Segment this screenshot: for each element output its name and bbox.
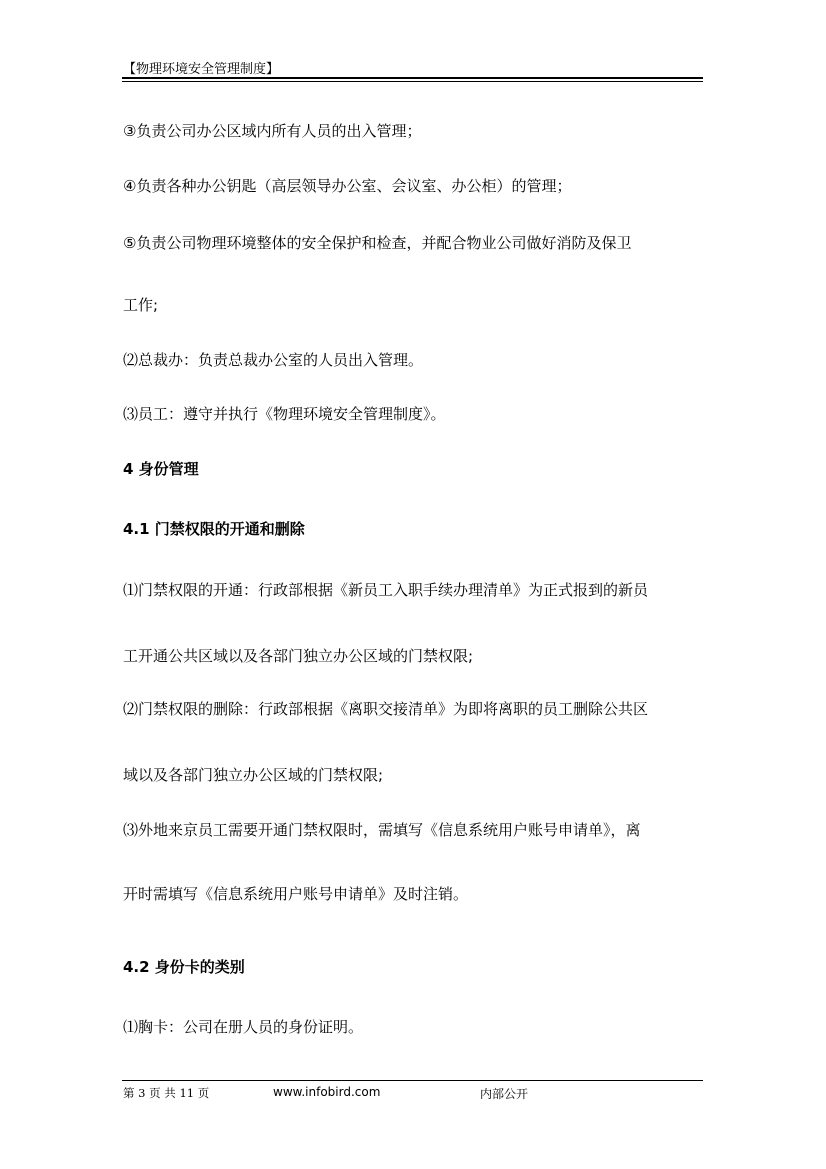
paragraph: ⑤负责公司物理环境整体的安全保护和检查，并配合物业公司做好消防及保卫	[123, 234, 632, 252]
paragraph: 域以及各部门独立办公区域的门禁权限;	[123, 766, 384, 784]
paragraph: ⑴门禁权限的开通：行政部根据《新员工入职手续办理清单》为正式报到的新员	[123, 581, 649, 599]
header-rule-thick	[122, 77, 703, 79]
paragraph: ④负责各种办公钥匙（高层领导办公室、会议室、办公柜）的管理；	[123, 177, 572, 195]
subsection-heading: 4.1 门禁权限的开通和删除	[123, 520, 305, 538]
paragraph: 工开通公共区域以及各部门独立办公区域的门禁权限;	[123, 647, 474, 665]
paragraph: ⑶外地来京员工需要开通门禁权限时，需填写《信息系统用户账号申请单》，离	[123, 821, 641, 839]
paragraph: 工作;	[123, 296, 159, 314]
paragraph: ⑴胸卡：公司在册人员的身份证明。	[123, 1018, 364, 1036]
paragraph: ⑵总裁办：负责总裁办公室的人员出入管理。	[123, 351, 424, 369]
section-heading: 4 身份管理	[123, 460, 199, 478]
footer-url: www.infobird.com	[273, 1085, 381, 1099]
paragraph: ③负责公司办公区域内所有人员的出入管理；	[123, 122, 422, 140]
header-rule-thin	[122, 81, 703, 82]
paragraph: 开时需填写《信息系统用户账号申请单》及时注销。	[123, 885, 469, 903]
subsection-heading: 4.2 身份卡的类别	[123, 958, 245, 976]
classification-label: 内部公开	[480, 1087, 529, 1101]
paragraph: ⑶员工：遵守并执行《物理环境安全管理制度》。	[123, 405, 446, 423]
document-title: 【物理环境安全管理制度】	[123, 62, 280, 77]
footer-rule	[122, 1080, 703, 1081]
paragraph: ⑵门禁权限的删除：行政部根据《离职交接清单》为即将离职的员工删除公共区	[123, 700, 649, 718]
page-number: 第 3 页 共 11 页	[123, 1086, 210, 1100]
